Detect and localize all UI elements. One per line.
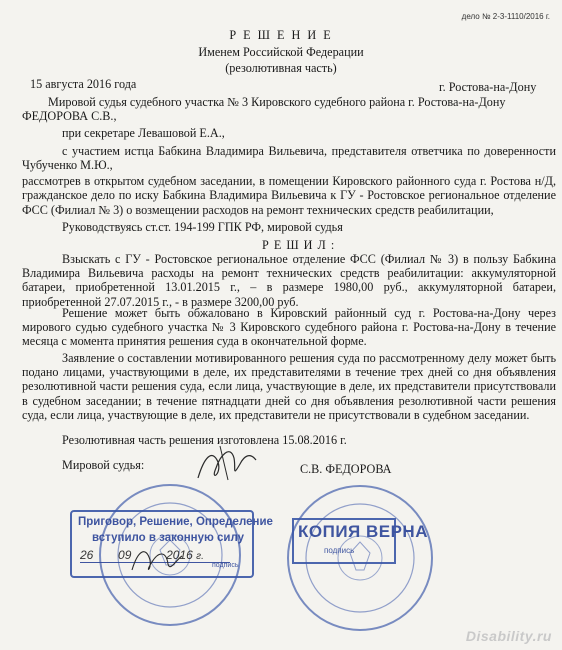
judge-name: ФЕДОРОВА С.В., <box>22 109 117 123</box>
decision-place: г. Ростова-на-Дону <box>439 80 537 94</box>
judge-role-label: Мировой судья: <box>62 458 145 472</box>
in-force-stamp-title: Приговор, Решение, Определение <box>78 516 273 528</box>
decided-heading: Р Е Ш И Л : <box>262 238 336 252</box>
case-number: дело № 2-3-1110/2016 г. <box>461 12 550 21</box>
document-subtitle: Именем Российской Федерации <box>198 45 364 59</box>
copy-certified-sign-label: подпись <box>324 546 355 555</box>
judge-text: Мировой судья судебного участка № 3 Кировского судебного района г. Ростова-на-Дону <box>48 95 506 109</box>
in-force-day: 26 <box>80 548 94 562</box>
in-force-year-suffix: г. <box>196 551 204 562</box>
secretary-line: при секретаре Левашовой Е.А., <box>62 126 225 140</box>
in-force-sign-label: подпись <box>212 562 239 569</box>
decision-date: 15 августа 2016 года <box>30 77 137 91</box>
in-force-stamp-subtitle: вступило в законную силу <box>92 532 245 544</box>
document-title: Р Е Ш Е Н И Е <box>229 28 333 42</box>
in-force-month: 09 <box>118 548 132 562</box>
participation-paragraph: с участием истца Бабкина Владимира Вильевича, представителя ответчика по доверенности Чубученко М.Ю., <box>22 144 556 173</box>
motivated-decision-paragraph: Заявление о составлении мотивированного решения суда по рассмотренному делу может быть подано лицами, участвующими в деле, их представителями в течение трех дней со дня объявления резолютивной части решения суда, если лица, участвующие в деле, их представители присутствовали в судебном заседании; в течение пятнадцати дней со дня объявления резолютивной части решения суда, если лица, участвующие в деле, их представители не присутствовали в судебном заседании. <box>22 351 556 422</box>
appeal-paragraph: Решение может быть обжаловано в Кировский районный суд г. Ростова-на-Дону через мирового судью судебного участка № 3 Кировского судебного района г. Ростова-на-Дону в течение месяца с момента принятия решения суда в окончательной форме. <box>22 306 556 349</box>
in-force-year: 2016 <box>166 548 193 562</box>
ruling-paragraph: Взыскать с ГУ - Ростовское региональное отделение ФСС (Филиал № 3) в пользу Бабкина Владимира Вильевича расходы на ремонт технических средств реабилитации: аккумуляторной батареи, приобретенной 13.01.2015 г., – в размере 1980,00 руб., аккумуляторной батареи, приобретенной 27.07.2015 г., - в размере 3200,00 руб. <box>22 252 556 309</box>
consideration-paragraph: рассмотрев в открытом судебном заседании, в помещении Кировского районного суда г. Ростова н/Д, гражданское дело по иску Бабкина Владимира Вильевича к ГУ - Ростовское региональное отделение ФСС (Филиал № 3) о возмещении расходов на ремонт технических средств реабилитации, <box>22 174 556 217</box>
judge-line <box>48 95 558 109</box>
copy-certified-title: КОПИЯ ВЕРНА <box>298 522 428 541</box>
site-watermark: Disability.ru <box>465 628 552 644</box>
guided-line: Руководствуясь ст.ст. 194-199 ГПК РФ, мировой судья <box>62 220 343 234</box>
copy-certified-stamp <box>292 518 428 564</box>
document-subtitle-part: (резолютивная часть) <box>225 61 337 75</box>
prepared-date-line: Резолютивная часть решения изготовлена 15.08.2016 г. <box>62 433 347 447</box>
stamp-signature-mark <box>128 540 188 580</box>
judge-signature-name: С.В. ФЕДОРОВА <box>300 462 392 476</box>
